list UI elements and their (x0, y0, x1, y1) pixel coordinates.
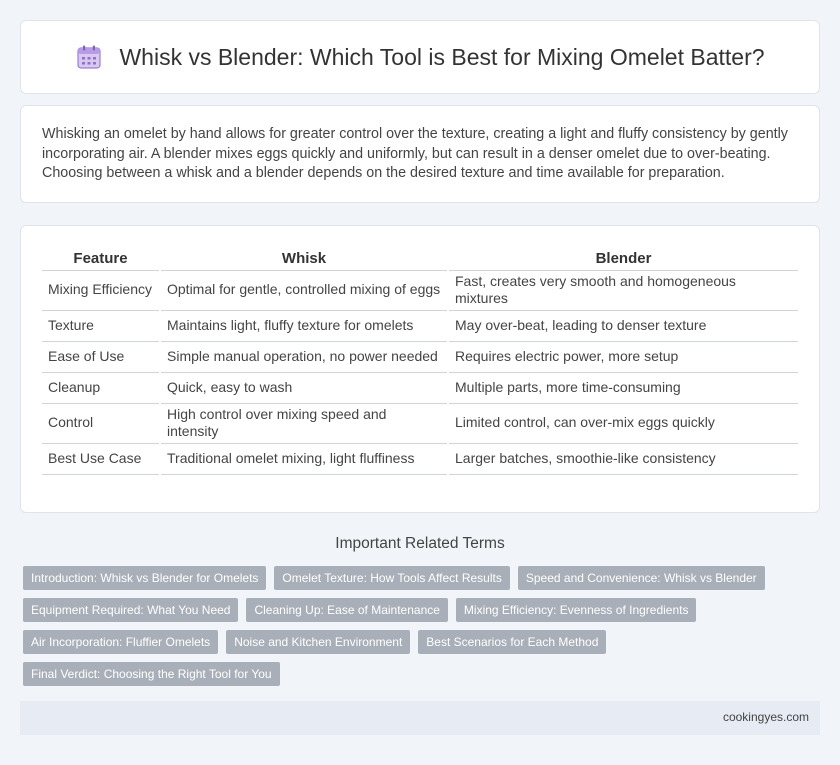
footer (20, 701, 820, 735)
table-cell: Best Use Case (42, 443, 160, 474)
table-row (42, 372, 798, 403)
tag-row (23, 630, 823, 654)
tag-row (23, 566, 823, 590)
table-cell: Limited control, can over-mix eggs quickly (448, 403, 798, 443)
table-cell: May over-beat, leading to denser texture (448, 310, 798, 341)
page-title: Whisk vs Blender: Which Tool is Best for Mixing Omelet Batter? (119, 43, 765, 70)
related-tag[interactable]: Air Incorporation: Fluffier Omelets (23, 630, 218, 654)
tag-row (23, 598, 823, 622)
table-cell: Ease of Use (42, 341, 160, 372)
table-row (42, 403, 798, 443)
table-cell: Larger batches, smoothie-like consistency (448, 443, 798, 474)
comparison-table (42, 246, 798, 475)
related-terms-title: Important Related Terms (335, 535, 505, 552)
comparison-table-card (20, 225, 820, 513)
table-cell: Cleanup (42, 372, 160, 403)
table-cell: Fast, creates very smooth and homogeneous mixtures (448, 270, 798, 310)
related-tag[interactable]: Cleaning Up: Ease of Maintenance (246, 598, 447, 622)
header-feature: Feature (42, 246, 160, 270)
table-cell: Maintains light, fluffy texture for omelets (160, 310, 448, 341)
header-whisk: Whisk (160, 246, 448, 270)
table-row (42, 443, 798, 474)
table-row (42, 341, 798, 372)
header-blender: Blender (448, 246, 798, 270)
calendar-icon (75, 43, 103, 71)
related-tag[interactable]: Equipment Required: What You Need (23, 598, 238, 622)
related-tag[interactable]: Mixing Efficiency: Evenness of Ingredients (456, 598, 697, 622)
tag-row (23, 662, 823, 686)
related-tag[interactable]: Noise and Kitchen Environment (226, 630, 410, 654)
table-cell: Texture (42, 310, 160, 341)
related-tag[interactable]: Omelet Texture: How Tools Affect Results (274, 566, 509, 590)
table-row (42, 270, 798, 310)
table-cell: Control (42, 403, 160, 443)
related-tag[interactable]: Final Verdict: Choosing the Right Tool for You (23, 662, 280, 686)
related-tag[interactable]: Speed and Convenience: Whisk vs Blender (518, 566, 765, 590)
header-card (20, 20, 820, 94)
footer-site[interactable]: cookingyes.com (722, 710, 809, 724)
title-wrap (75, 43, 764, 71)
table-cell: Quick, easy to wash (160, 372, 448, 403)
related-tag[interactable]: Introduction: Whisk vs Blender for Omelets (23, 566, 266, 590)
intro-text: Whisking an omelet by hand allows for greater control over the texture, creating a light and fluffy consistency by gently incorporating air. A blender mixes eggs quickly and uniformly, but can result in a denser omelet due to over-beating. Choosing between a whisk and a blender depends on the desired texture and time available for preparation. (42, 126, 788, 181)
table-cell: High control over mixing speed and intensity (160, 403, 448, 443)
table-cell: Multiple parts, more time-consuming (448, 372, 798, 403)
related-tag[interactable]: Best Scenarios for Each Method (418, 630, 606, 654)
table-cell: Requires electric power, more setup (448, 341, 798, 372)
table-row (42, 310, 798, 341)
intro-card (20, 105, 820, 203)
table-cell: Optimal for gentle, controlled mixing of eggs (160, 270, 448, 310)
table-header-row (42, 246, 798, 270)
table-cell: Simple manual operation, no power needed (160, 341, 448, 372)
related-tags (23, 566, 823, 694)
table-cell: Traditional omelet mixing, light fluffiness (160, 443, 448, 474)
table-cell: Mixing Efficiency (42, 270, 160, 310)
